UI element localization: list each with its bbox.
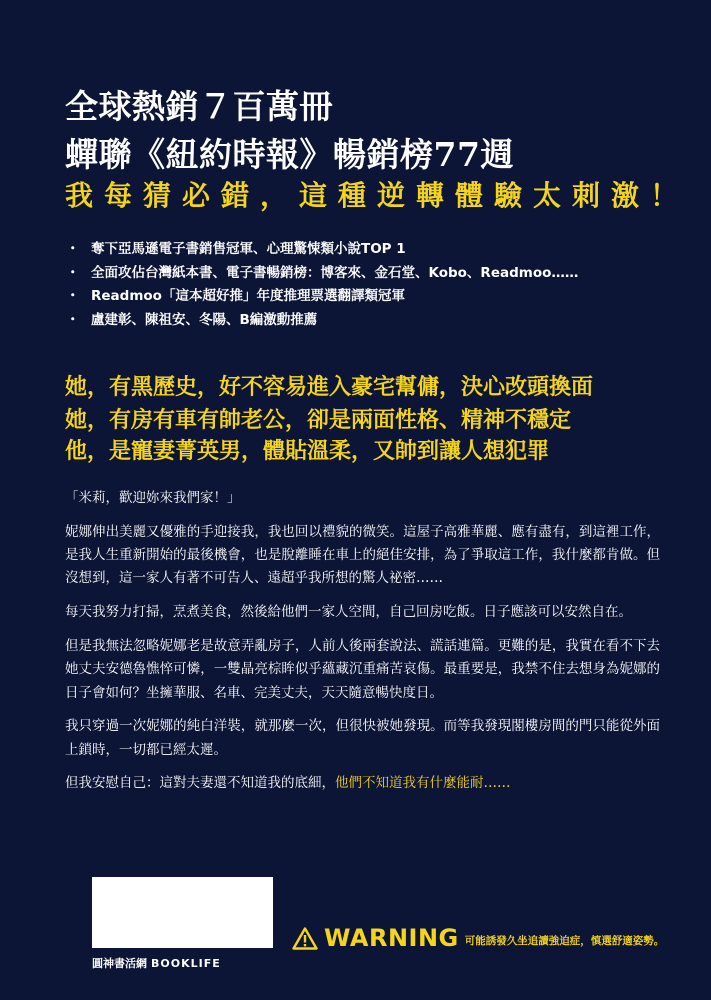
- tagline: 我每猜必錯，這種逆轉體驗太刺激！: [65, 179, 690, 212]
- synopsis-paragraph: 每天我努力打掃，烹煮美食，然後給他們一家人空間，自己回房吃飯。日子應該可以安然自在。: [65, 604, 632, 621]
- barcode-area: [92, 877, 273, 948]
- publisher-name: 圓神書活網: [92, 957, 147, 970]
- list-item: [66, 285, 578, 309]
- bullet-marker: ・: [66, 311, 80, 328]
- synopsis-paragraph: 但是我無法忽略妮娜老是故意弄亂房子，人前人後兩套說法、謊話連篇。更難的是，我實在看不下去她丈夫安德魯憔悴可憐，一雙晶亮棕眸似乎蘊藏沉重痛苦哀傷。最重要是，我禁不住去想身為妮娜的日子會如何？坐擁華服、名車、完美丈夫，天天隨意暢快度日。: [65, 637, 660, 701]
- bullet-list: [66, 238, 578, 332]
- closing-highlight: 他們不知道我有什麼能耐……: [335, 775, 511, 792]
- bullet-marker: ・: [66, 264, 80, 281]
- bullet-text: Readmoo「這本超好推」年度推理票選翻譯類冠軍: [91, 288, 405, 304]
- synopsis-closing: [65, 772, 660, 795]
- synopsis: [65, 487, 660, 806]
- list-item: [66, 238, 578, 262]
- headline-sales: 全球熱銷７百萬冊: [65, 87, 333, 126]
- synopsis-paragraph: 我只穿過一次妮娜的純白洋裝，就那麼一次，但很快被她發現。而等我發現閣樓房間的門只能從外面上鎖時，一切都已經太遲。: [65, 718, 660, 758]
- bullet-marker: ・: [66, 288, 80, 304]
- synopsis-paragraph: 妮娜伸出美麗又優雅的手迎接我，我也回以禮貌的微笑。這屋子高雅華麗、應有盡有，到這裡工作，是我人生重新開始的最後機會，也是脫離睡在車上的絕佳安排，為了爭取這工作，我什麼都肯做。但沒想到，這一家人有著不可告人、遠超乎我所想的驚人祕密……: [65, 523, 660, 587]
- headline-nyt: 蟬聯《紐約時報》暢銷榜77週: [65, 135, 514, 174]
- warning-text: 可能誘發久坐追讀強迫症，慎選舒適姿勢。: [464, 934, 665, 947]
- pitch-line-husband: 他，是寵妻菁英男，體貼溫柔，又帥到讓人想犯罪: [65, 438, 550, 464]
- warning-triangle-icon: [292, 927, 318, 950]
- bullet-marker: ・: [66, 241, 80, 257]
- bullet-text: 盧建彰、陳祖安、冬陽、B編激動推薦: [91, 311, 318, 328]
- list-item: [66, 262, 578, 286]
- pitch-line-wife: 她，有房有車有帥老公，卻是兩面性格、精神不穩定: [65, 407, 572, 433]
- list-item: [66, 309, 578, 333]
- publisher-logo: [92, 955, 221, 971]
- pitch-line-her: 她，有黑歷史，好不容易進入豪宅幫傭，決心改頭換面: [65, 374, 594, 400]
- closing-text: 但我安慰自己：這對夫妻還不知道我的底細，: [65, 775, 335, 792]
- warning-title: WARNING: [324, 924, 459, 952]
- warning-label: [292, 924, 664, 952]
- synopsis-paragraph: 「米莉，歡迎妳來我們家！」: [65, 490, 241, 506]
- bullet-text: 奪下亞馬遜電子書銷售冠軍、心理驚悚類小說TOP 1: [91, 241, 406, 257]
- bullet-text: 全面攻佔台灣紙本書、電子書暢銷榜：博客來、金石堂、Kobo、Readmoo……: [91, 264, 579, 281]
- publisher-brand: BOOKLIFE: [151, 957, 221, 970]
